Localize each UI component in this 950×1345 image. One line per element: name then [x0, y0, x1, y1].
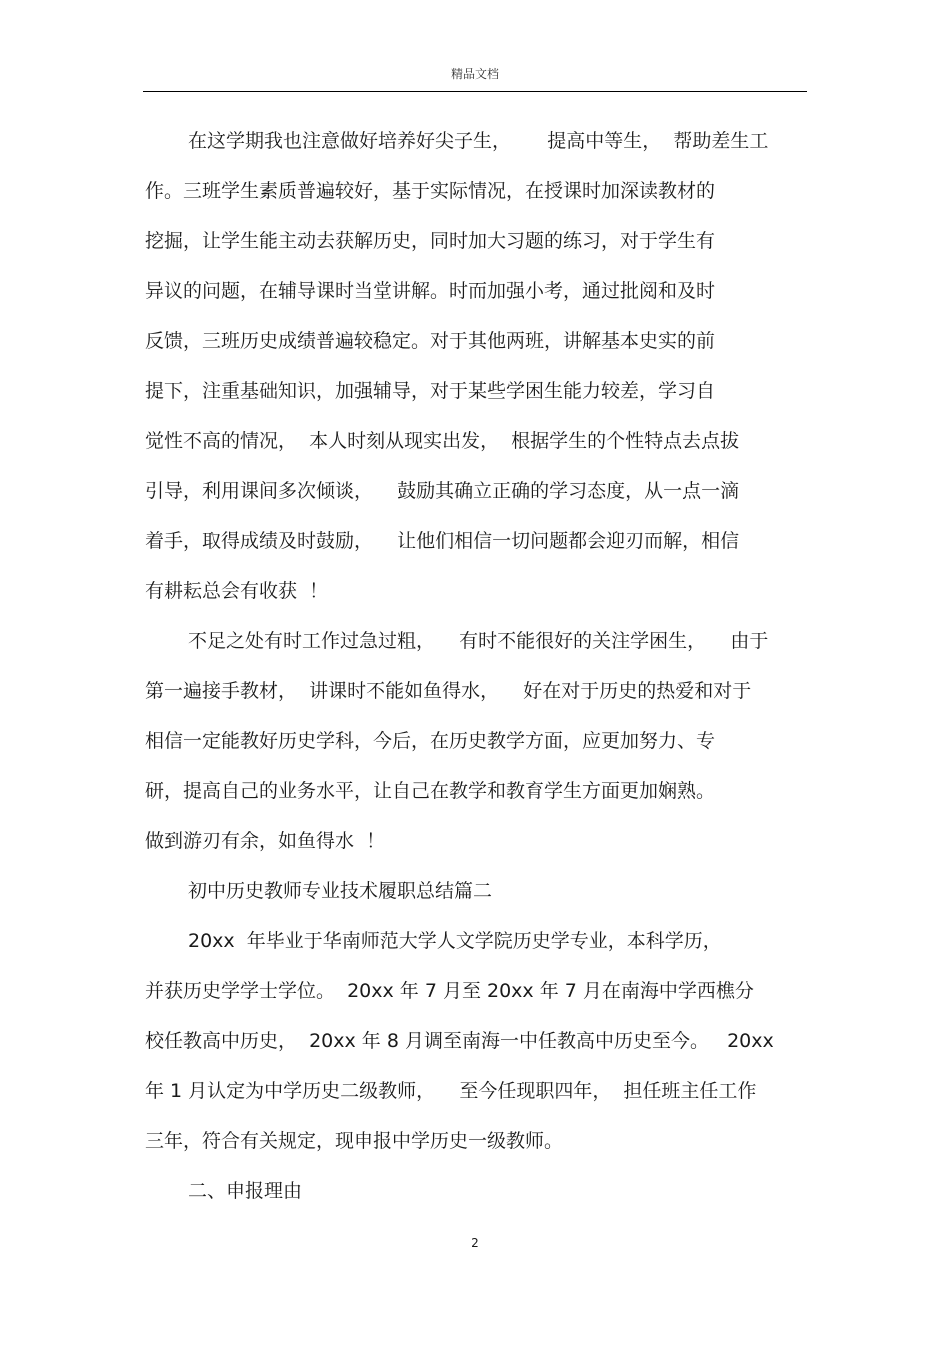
- text-line: 做到游刃有余，如鱼得水 ！: [145, 830, 386, 852]
- text-line: 有耕耘总会有收获 ！: [145, 580, 329, 602]
- text-line: 异议的问题，在辅导课时当堂讲解。时而加强小考，通过批阅和及时: [145, 280, 716, 302]
- text-line: 校任教高中历史， 20xx 年 8 月调至南海一中任教高中历史至今。 20xx: [145, 1030, 774, 1052]
- text-line: 挖掘，让学生能主动去获解历史，同时加大习题的练习，对于学生有: [145, 230, 716, 252]
- text-line: 觉性不高的情况， 本人时刻从现实出发， 根据学生的个性特点去点拔: [145, 430, 740, 452]
- section-heading: 二、申报理由: [188, 1180, 303, 1202]
- text-line: 并获历史学学士学位。 20xx 年 7 月至 20xx 年 7 月在南海中学西樵分: [145, 980, 754, 1002]
- text-line: 第一遍接手教材， 讲课时不能如鱼得水， 好在对于历史的热爱和对于: [145, 680, 752, 702]
- text-line: 提下，注重基础知识，加强辅导，对于某些学困生能力较差，学习自: [145, 380, 716, 402]
- section-heading: 初中历史教师专业技术履职总结篇二: [188, 880, 493, 902]
- text-line: 年 1 月认定为中学历史二级教师， 至今任现职四年， 担任班主任工作: [145, 1080, 757, 1102]
- text-line: 三年，符合有关规定，现申报中学历史一级教师。: [145, 1130, 564, 1152]
- text-line: 引导，利用课间多次倾谈， 鼓励其确立正确的学习态度，从一点一滴: [145, 480, 740, 502]
- text-line: 在这学期我也注意做好培养好尖子生， 提高中等生， 帮助差生工: [188, 130, 769, 152]
- text-line: 反馈，三班历史成绩普遍较稳定。对于其他两班，讲解基本史实的前: [145, 330, 716, 352]
- header-divider: [143, 91, 807, 92]
- page-number: 2: [471, 1236, 479, 1250]
- text-line: 相信一定能教好历史学科，今后，在历史教学方面，应更加努力、专: [145, 730, 716, 752]
- text-line: 20xx 年毕业于华南师范大学人文学院历史学专业，本科学历，: [188, 930, 722, 952]
- page-header-label: 精品文档: [450, 67, 499, 81]
- text-line: 研，提高自己的业务水平，让自己在教学和教育学生方面更加娴熟。: [145, 780, 716, 802]
- text-line: 不足之处有时工作过急过粗， 有时不能很好的关注学困生， 由于: [188, 630, 769, 652]
- text-line: 作。三班学生素质普遍较好，基于实际情况，在授课时加深读教材的: [145, 180, 716, 202]
- text-line: 着手，取得成绩及时鼓励， 让他们相信一切问题都会迎刃而解，相信: [145, 530, 740, 552]
